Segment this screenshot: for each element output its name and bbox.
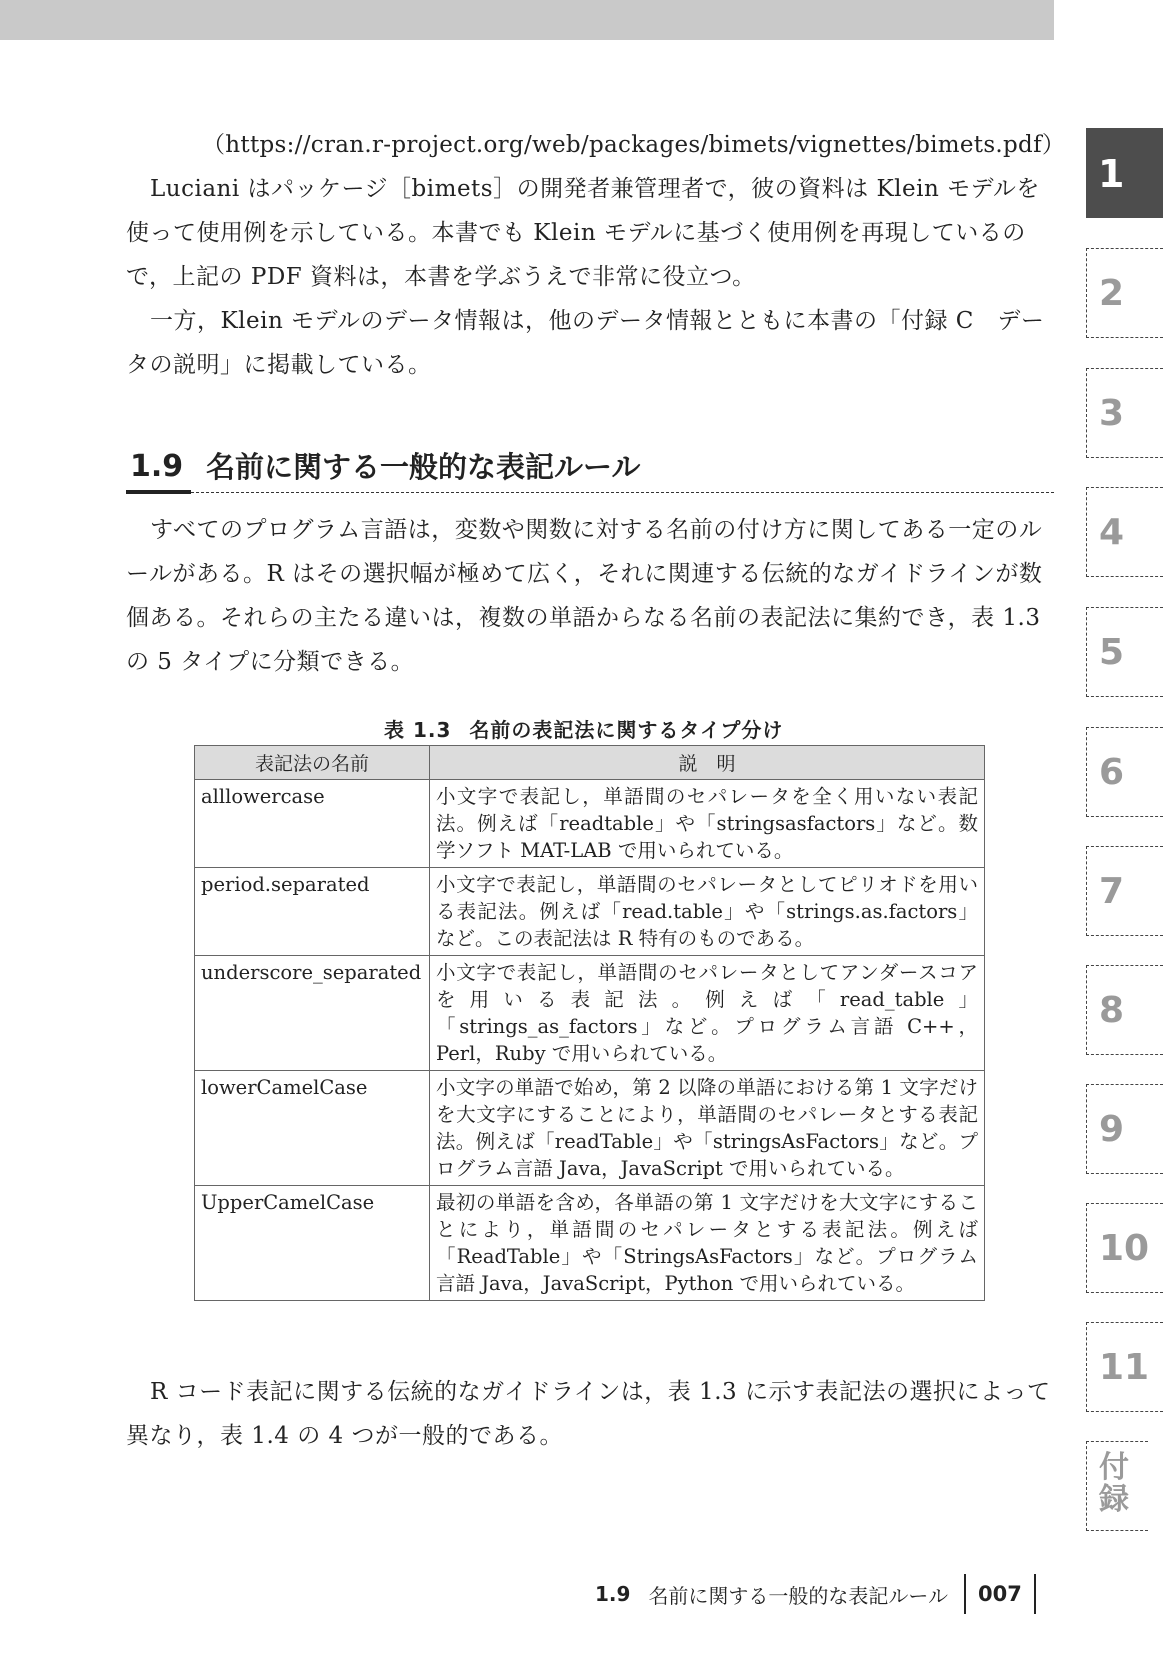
- table-caption-label: 表 1.3: [384, 718, 452, 742]
- section-title: 名前に関する一般的な表記ルール: [206, 450, 641, 484]
- style-desc-cell: 小文字の単語で始め，第 2 以降の単語における第 1 文字だけを大文字にすることにより，単語間のセパレータとする表記法。例えば「readTable」や「stringsAsFactors」など。プログラム言語 Java，JavaScript で用いられている。: [430, 1071, 985, 1186]
- chapter-tab-5[interactable]: 5: [1086, 607, 1163, 697]
- table-row: [195, 956, 985, 1071]
- style-name-cell: alllowercase: [195, 780, 430, 868]
- chapter-tab-4[interactable]: 4: [1086, 487, 1163, 577]
- footer-divider-end: [1034, 1574, 1036, 1614]
- paragraph-naming-rules: すべてのプログラム言語は，変数や関数に対する名前の付け方に関してある一定のルールがある。R はその選択幅が極めて広く，それに関連する伝統的なガイドラインが数個ある。それらの主たる違いは，複数の単語からなる名前の表記法に集約でき，表 1.3 の 5 タイプに分類できる。: [126, 517, 1043, 675]
- header-style-name: 表記法の名前: [195, 746, 430, 780]
- style-desc-cell: 小文字で表記し，単語間のセパレータを全く用いない表記法。例えば「readtable」や「stringsasfactors」など。数学ソフト MAT-LAB で用いられている。: [430, 780, 985, 868]
- top-header-band: [0, 0, 1054, 40]
- footer-divider: [964, 1574, 966, 1614]
- style-name-cell: UpperCamelCase: [195, 1186, 430, 1301]
- table-caption-title: 名前の表記法に関するタイプ分け: [469, 718, 784, 742]
- chapter-tab-9[interactable]: 9: [1086, 1084, 1163, 1174]
- footer-section-title: 名前に関する一般的な表記ルール: [648, 1583, 949, 1608]
- style-name-cell: underscore_separated: [195, 956, 430, 1071]
- table-row: [195, 1071, 985, 1186]
- paragraph-luciani: Luciani はパッケージ［bimets］の開発者兼管理者で，彼の資料は Klein モデルを使って使用例を示している。本書でも Klein モデルに基づく使用例を再現しているので，上記の PDF 資料は，本書を学ぶうえで非常に役立つ。: [126, 176, 1040, 290]
- chapter-tab-1[interactable]: 1: [1086, 128, 1163, 218]
- chapter-tab-2[interactable]: 2: [1086, 248, 1163, 338]
- chapter-tab-3[interactable]: 3: [1086, 368, 1163, 458]
- chapter-tab-7[interactable]: 7: [1086, 846, 1163, 936]
- style-desc-cell: 小文字で表記し，単語間のセパレータとしてピリオドを用いる表記法。例えば「read.table」や「strings.as.factors」など。この表記法は R 特有のものである。: [430, 868, 985, 956]
- table-row: [195, 1186, 985, 1301]
- table-header-row: [195, 746, 985, 780]
- paragraph-klein-data: 一方，Klein モデルのデータ情報は，他のデータ情報とともに本書の「付録 C データの説明」に掲載している。: [126, 308, 1045, 378]
- style-desc-cell: 小文字で表記し，単語間のセパレータとしてアンダースコアを用いる表記法。例えば「read_table」「strings_as_factors」など。プログラム言語 C++，Perl，Ruby で用いられている。: [430, 956, 985, 1071]
- section-number: 1.9: [126, 446, 191, 494]
- chapter-tab-11[interactable]: 11: [1086, 1322, 1163, 1412]
- style-name-cell: lowerCamelCase: [195, 1071, 430, 1186]
- chapter-tab-8[interactable]: 8: [1086, 965, 1163, 1055]
- section-heading: [126, 446, 1054, 493]
- style-name-cell: period.separated: [195, 868, 430, 956]
- table-caption: [384, 714, 783, 743]
- style-desc-cell: 最初の単語を含め，各単語の第 1 文字だけを大文字にすることにより，単語間のセパレータとする表記法。例えば「ReadTable」や「StringsAsFactors」など。プログラム言語 Java，JavaScript，Python で用いられている。: [430, 1186, 985, 1301]
- table-row: [195, 780, 985, 868]
- page-footer: [595, 1574, 1036, 1614]
- footer-section-number: 1.9: [595, 1582, 631, 1606]
- naming-style-table: [194, 745, 985, 1301]
- chapter-tab-6[interactable]: 6: [1086, 727, 1163, 817]
- header-description: 説 明: [430, 746, 985, 780]
- reference-url: （https://cran.r-project.org/web/packages/bimets/vignettes/bimets.pdf）: [202, 132, 1066, 158]
- paragraph-guidelines: R コード表記に関する伝統的なガイドラインは，表 1.3 に示す表記法の選択によって異なり，表 1.4 の 4 つが一般的である。: [126, 1379, 1051, 1449]
- chapter-tab-10[interactable]: 10: [1086, 1203, 1163, 1293]
- page-number: 007: [978, 1582, 1022, 1606]
- appendix-tab[interactable]: 付録: [1086, 1441, 1148, 1531]
- table-row: [195, 868, 985, 956]
